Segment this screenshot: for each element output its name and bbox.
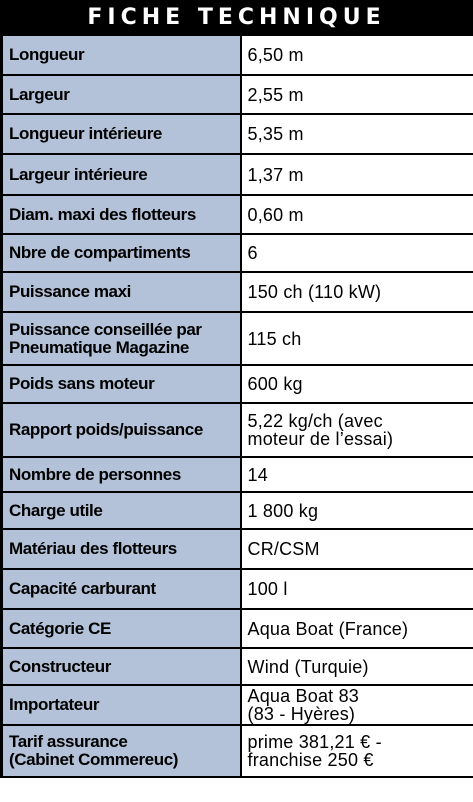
spec-label [2,492,241,529]
spec-row [2,195,473,234]
spec-row [2,609,473,648]
spec-label [2,403,241,457]
spec-row [2,569,473,609]
spec-label [2,272,241,312]
spec-value-line: Aqua Boat (France) [247,618,409,639]
spec-label [2,114,241,154]
spec-value-line: 6,50 m [247,45,304,65]
spec-label [2,648,241,685]
spec-label [2,725,241,777]
spec-value-line: 0,60 m [247,204,304,225]
spec-value [241,195,473,234]
spec-value [241,75,473,114]
spec-label-line: Charge utile [9,500,103,520]
spec-value-line: 5,22 kg/ch (avec [247,411,383,431]
spec-row [2,648,473,685]
spec-row [2,312,473,365]
spec-value-line: 150 ch (110 kW) [247,282,382,302]
spec-row [2,75,473,114]
spec-value [241,492,473,529]
spec-label [2,234,241,272]
spec-value [241,403,473,457]
spec-row [2,685,473,725]
spec-label-line: Largeur intérieure [9,164,148,184]
spec-label-line: Tarif assurance [9,732,128,751]
spec-value [241,648,473,685]
spec-table [0,34,473,778]
spec-value-line: 2,55 m [247,84,304,105]
spec-row [2,234,473,272]
spec-value [241,234,473,272]
spec-value-line: 6 [247,243,258,263]
spec-row [2,154,473,195]
spec-label-line: Rapport poids/puissance [9,420,203,439]
spec-row [2,725,473,777]
spec-label [2,365,241,403]
spec-value [241,365,473,403]
spec-label-line: Largeur [9,84,70,104]
spec-value-line: Aqua Boat 83 [247,686,359,706]
spec-row [2,114,473,154]
spec-label-line: Nombre de personnes [9,464,181,484]
spec-value [241,114,473,154]
spec-row [2,403,473,457]
spec-label [2,312,241,365]
spec-label [2,609,241,648]
spec-label-line: Poids sans moteur [9,374,155,393]
spec-label-line: Nbre de compartiments [9,243,191,262]
spec-label-line: Capacité carburant [9,579,156,598]
spec-row [2,35,473,75]
spec-row [2,365,473,403]
spec-value-line: prime 381,21 € - [247,732,382,752]
spec-value [241,154,473,195]
spec-row [2,529,473,569]
spec-value [241,685,473,725]
spec-value-line: 100 l [247,579,288,599]
spec-table-body [2,35,473,777]
spec-label-line: Longueur [9,45,85,64]
spec-label [2,154,241,195]
spec-row [2,457,473,492]
spec-label [2,35,241,75]
spec-value-line: 115 ch [247,328,302,349]
spec-value-line: CR/CSM [247,539,320,559]
spec-value [241,312,473,365]
spec-label-line: Matériau des flotteurs [9,539,177,558]
spec-value-line: franchise 250 € [247,750,374,770]
spec-value [241,529,473,569]
sheet-title: FICHE TECHNIQUE [0,0,473,34]
spec-label [2,457,241,492]
spec-label-line: Constructeur [9,656,111,676]
spec-value [241,725,473,777]
spec-label-line: Pneumatique Magazine [9,337,189,357]
spec-label-line: Diam. maxi des flotteurs [9,204,196,224]
spec-value-line: 1,37 m [247,164,304,185]
spec-label [2,75,241,114]
spec-value [241,457,473,492]
spec-value-line: (83 - Hyères) [247,704,356,724]
spec-value-line: 5,35 m [247,124,304,144]
spec-value-line: 1 800 kg [247,500,319,521]
spec-row [2,492,473,529]
spec-value-line: 14 [247,464,268,485]
spec-label-line: Longueur intérieure [9,124,162,143]
spec-label [2,195,241,234]
spec-label-line: Puissance maxi [9,282,131,301]
spec-label [2,529,241,569]
spec-label [2,685,241,725]
spec-value [241,272,473,312]
spec-label-line: Puissance conseillée par [9,319,202,339]
spec-label-line: Catégorie CE [9,618,111,638]
spec-row [2,272,473,312]
spec-value-line: 600 kg [247,374,303,394]
spec-label-line: Importateur [9,695,100,714]
spec-value-line: moteur de l’essai) [247,429,394,449]
spec-value-line: Wind (Turquie) [247,656,369,677]
spec-label [2,569,241,609]
spec-label-line: (Cabinet Commereuc) [9,750,179,769]
spec-value [241,609,473,648]
spec-value [241,35,473,75]
spec-value [241,569,473,609]
